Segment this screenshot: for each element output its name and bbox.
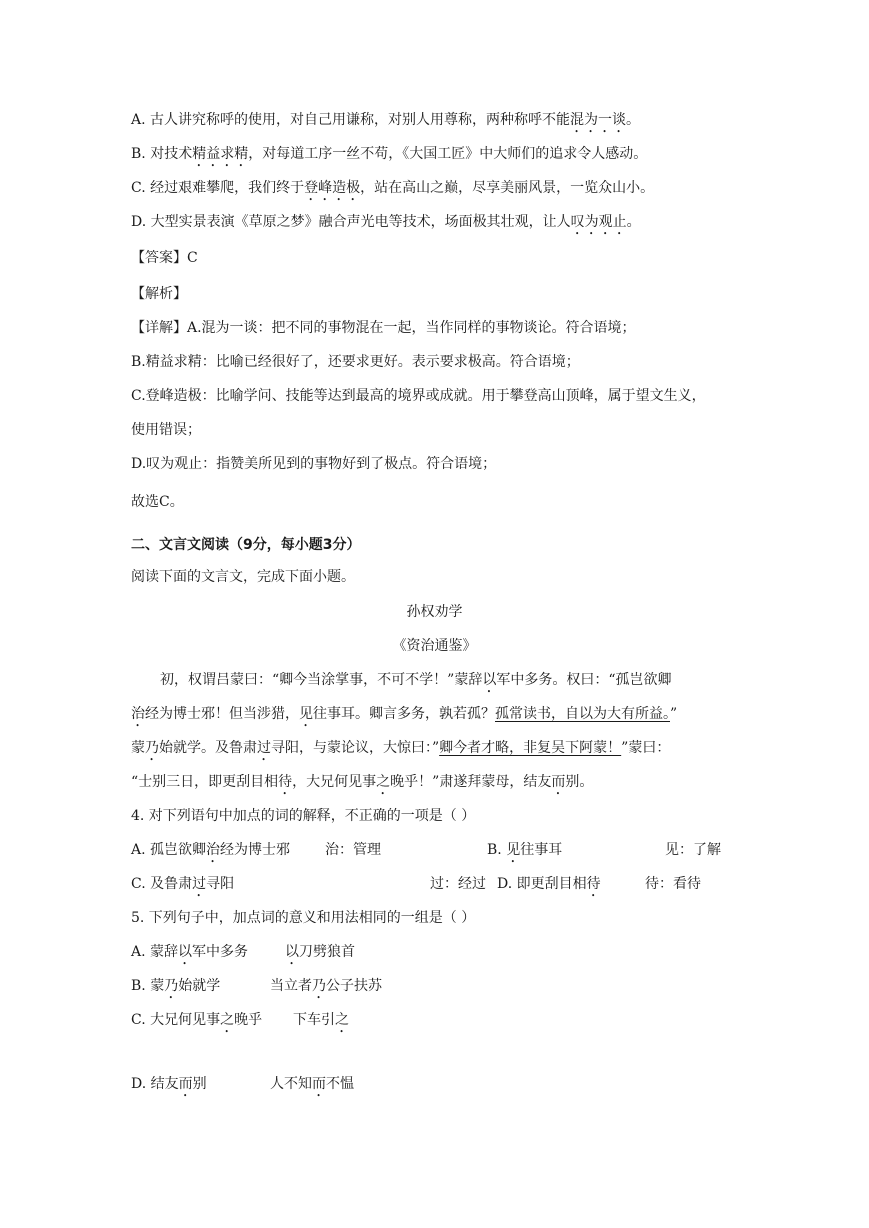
emphasized-word: 以 (482, 672, 497, 688)
q5-stem: 5. 下列句子中，加点词的意义和用法相同的一组是（ ） (131, 910, 476, 926)
q4-option-d-explanation: 待：看待 (645, 876, 701, 892)
analysis-label: 【解析】 (131, 286, 187, 302)
emphasized-word: 而 (312, 1076, 326, 1092)
emphasized-word: 而 (551, 774, 566, 790)
emphasized-word: 乃 (164, 978, 179, 994)
q4-option-a-explanation: 治：管理 (325, 842, 381, 858)
section-title: 二、文言文阅读（9分，每小题3分） (131, 537, 361, 553)
q5-option-d: D. 结友而别 (131, 1076, 207, 1092)
q3-option-a: A. 古人讲究称呼的使用，对自己用谦称，对别人用尊称，两种称呼不能混为一谈。 (131, 112, 641, 128)
q4-option-c: C. 及鲁肃过寻阳 (131, 876, 235, 892)
passage-title: 孙权劝学 (406, 604, 463, 620)
emphasized-word: 乃 (145, 740, 159, 756)
emphasized-word: 以 (178, 944, 193, 960)
emphasized-word: 之 (220, 1012, 235, 1028)
passage-line: 治经为博士邪！但当涉猎，见往事耳。卿言多务，孰若孤？孤常读书，自以为大有所益。” (131, 706, 678, 722)
passage-source: 《资治通鉴》 (392, 638, 477, 654)
emphasized-word: 过 (257, 740, 271, 756)
q5-option-b-compare: 当立者乃公子扶苏 (270, 978, 382, 994)
emphasized-word: 以 (285, 944, 299, 960)
q5-option-b: B. 蒙乃始就学 (131, 978, 221, 994)
detail-line: D.叹为观止：指赞美所见到的事物好到了极点。符合语境； (131, 456, 497, 472)
q4-option-b-explanation: 见：了解 (665, 842, 721, 858)
emphasized-word: 而 (178, 1076, 193, 1092)
section-instruction: 阅读下面的文言文，完成下面小题。 (131, 569, 355, 585)
emphasized-word: 待 (586, 876, 601, 892)
detail-line: 【详解】A.混为一谈：把不同的事物混在一起，当作同样的事物谈论。符合语境； (131, 320, 636, 336)
q5-option-c: C. 大兄何见事之晚乎 (131, 1012, 263, 1028)
emphasized-phrase: 混为一谈 (570, 112, 627, 128)
q4-option-c-explanation: 过：经过 (430, 876, 486, 892)
q3-option-b: B. 对技术精益求精，对每道工序一丝不苟，《大国工匠》中大师们的追求令人感动。 (131, 146, 648, 162)
q3-option-c: C. 经过艰难攀爬，我们终于登峰造极，站在高山之巅，尽享美丽风景，一览众山小。 (131, 180, 655, 196)
underlined-sentence: 卿今者才略，非复吴下阿蒙！ (439, 740, 622, 756)
emphasized-word: 治 (206, 842, 221, 858)
emphasized-word: 待 (278, 774, 293, 790)
emphasized-word: 见 (299, 706, 313, 722)
q4-stem: 4. 对下列语句中加点的词的解释，不正确的一项是（ ） (131, 808, 476, 824)
underlined-sentence: 孤常读书，自以为大有所益。 (495, 706, 670, 722)
emphasized-phrase: 精益求精 (192, 146, 249, 162)
emphasized-word: 见 (506, 842, 521, 858)
q5-option-d-compare: 人不知而不愠 (270, 1076, 354, 1092)
q5-option-a-compare: 以刀劈狼首 (285, 944, 355, 960)
passage-line: 初，权谓吕蒙曰：“卿今当涂掌事，不可不学！”蒙辞以军中多务。权曰：“孤岂欲卿 (160, 672, 672, 688)
q4-option-b: B. 见往事耳 (487, 842, 563, 858)
emphasized-word: 治 (131, 706, 145, 722)
detail-line: C.登峰造极：比喻学问、技能等达到最高的境界或成就。用于攀登高山顶峰，属于望文生义， (131, 388, 706, 404)
detail-line: B.精益求精：比喻已经很好了，还要求更好。表示要求极高。符合语境； (131, 354, 580, 370)
emphasized-word: 乃 (312, 978, 326, 994)
q3-option-d: D. 大型实景表演《草原之梦》融合声光电等技术，场面极其壮观，让人叹为观止。 (131, 214, 641, 230)
passage-line: 蒙乃始就学。及鲁肃过寻阳，与蒙论议，大惊曰：”卿今者才略，非复吴下阿蒙！”蒙曰： (131, 740, 671, 756)
emphasized-word: 之 (376, 774, 391, 790)
q5-option-c-compare: 下车引之 (293, 1012, 349, 1028)
detail-line: 使用错误； (131, 422, 201, 438)
q4-option-d: D. 即更刮目相待 (497, 876, 601, 892)
conclusion: 故选C。 (131, 494, 184, 510)
answer: 【答案】C (131, 250, 198, 266)
passage-line: “士别三日，即更刮目相待，大兄何见事之晚乎！”肃遂拜蒙母，结友而别。 (131, 774, 594, 790)
emphasized-phrase: 登峰造极 (304, 180, 361, 196)
emphasized-word: 过 (192, 876, 207, 892)
emphasized-word: 之 (335, 1012, 349, 1028)
q4-option-a: A. 孤岂欲卿治经为博士邪 (131, 842, 291, 858)
emphasized-phrase: 叹为观止 (570, 214, 627, 230)
q5-option-a: A. 蒙辞以军中多务 (131, 944, 249, 960)
